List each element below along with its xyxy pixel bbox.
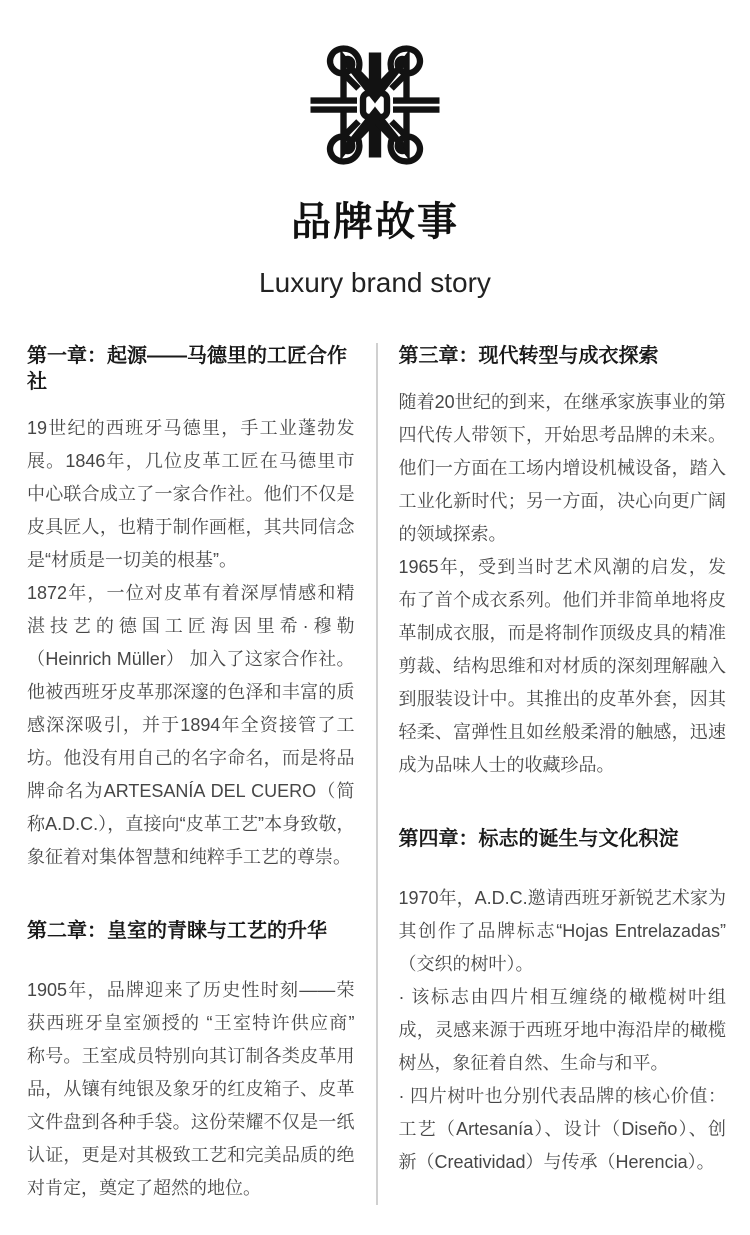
chapter-3-paragraph-2: 1965年，受到当时艺术风潮的启发，发布了首个成衣系列。他们并非简单地将皮革制成衣服，而是将制作顶级皮具的精准剪裁、结构思维和对材质的深刻理解融入到服装设计中。其推出的皮革外套，因其轻柔、富弹性且如丝般柔滑的触感，迅速成为品味人士的收藏珍品。 — [398, 557, 726, 775]
chapter-3-heading: 第三章：现代转型与成衣探索 — [398, 345, 659, 367]
chapter-2-paragraph-1: 1905年，品牌迎来了历史性时刻——荣获西班牙皇室颁授的 “王室特许供应商” 称号。王室成员特别向其订制各类皮革用品，从镶有纯银及象牙的红皮箱子、皮革文件盘到各种手袋。这份荣耀不仅是一纸认证，更是对其极致工艺和完美品质的绝对肯定，奠定了超然的地位。 — [27, 980, 355, 1198]
chapter-4-paragraph-1: 1970年，A.D.C.邀请西班牙新锐艺术家为其创作了品牌标志“Hojas Entrelazadas”（交织的树叶）。 — [398, 888, 726, 974]
chapter-4-bullet-1: · 该标志由四片相互缠绕的橄榄树叶组成，灵感来源于西班牙地中海沿岸的橄榄树丛，象征着自然、生命与和平。 — [398, 987, 726, 1073]
right-column — [399, 343, 727, 1205]
chapter-1-heading: 第一章：起源——马德里的工匠合作社 — [27, 345, 347, 393]
chapter-4-bullet-2: · 四片树叶也分别代表品牌的核心价值：工艺（Artesanía）、设计（Diseño）、创新（Creatividad）与传承（Herencia）。 — [398, 1086, 726, 1172]
chapter-3-paragraph-1: 随着20世纪的到来，在继承家族事业的第四代传人带领下，开始思考品牌的未来。他们一方面在工场内增设机械设备，踏入工业化新时代；另一方面，决心向更广阔的领域探索。 — [398, 392, 726, 544]
page-title: 品牌故事 — [291, 200, 459, 244]
knot-logo-icon — [300, 30, 450, 180]
chapter-3 — [399, 343, 727, 782]
left-column — [27, 343, 355, 1205]
chapter-1 — [27, 343, 355, 874]
chapter-2-heading: 第二章：皇室的青睐与工艺的升华 — [27, 920, 327, 942]
brand-logo — [0, 30, 750, 180]
column-divider — [376, 343, 378, 1205]
chapter-1-paragraph-2: 1872年，一位对皮革有着深厚情感和精湛技艺的德国工匠海因里希·穆勒（Heinrich Müller） 加入了这家合作社。他被西班牙皮革那深邃的色泽和丰富的质感深深吸引，并于1894年全资接管了工坊。他没有用自己的名字命名，而是将品牌命名为ARTESANÍA DEL CUERO（简称A.D.C.），直接向“皮革工艺”本身致敬，象征着对集体智慧和纯粹手工艺的尊崇。 — [27, 583, 355, 867]
story-columns — [0, 343, 750, 1235]
chapter-2 — [27, 918, 355, 1205]
chapter-4-heading: 第四章：标志的诞生与文化积淀 — [398, 828, 679, 850]
page-subtitle: Luxury brand story — [259, 267, 491, 298]
chapter-4 — [399, 826, 727, 1179]
chapter-1-paragraph-1: 19世纪的西班牙马德里，手工业蓬勃发展。1846年，几位皮革工匠在马德里市中心联合成立了一家合作社。他们不仅是皮具匠人，也精于制作画框，其共同信念是“材质是一切美的根基”。 — [27, 418, 355, 570]
